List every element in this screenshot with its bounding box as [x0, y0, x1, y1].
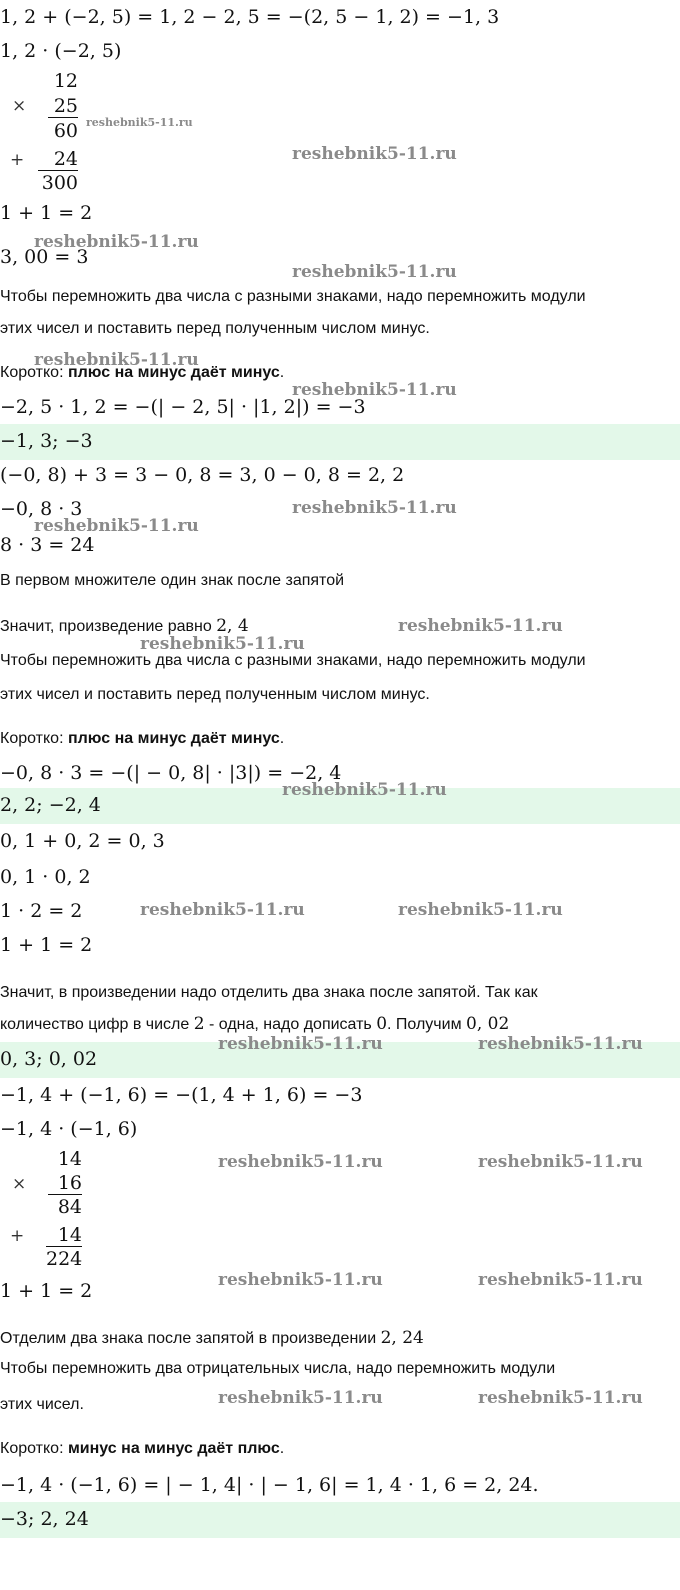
- period: .: [279, 730, 285, 747]
- times-sign: ×: [12, 96, 27, 116]
- equation-line: −0, 8 · 3 = −(| − 0, 8| · |3|) = −2, 4: [0, 762, 342, 784]
- watermark: reshebnik5-11.ru: [292, 380, 457, 400]
- equation-line: 3, 00 = 3: [0, 246, 89, 268]
- note-value: 2, 4: [216, 616, 249, 636]
- note-value: 0, 02: [466, 1014, 510, 1034]
- period: .: [279, 1440, 285, 1457]
- watermark: reshebnik5-11.ru: [218, 1152, 383, 1172]
- partial-product: 14: [46, 1224, 82, 1247]
- plus-sign: +: [10, 150, 25, 170]
- equation-line: 8 · 3 = 24: [0, 534, 95, 556]
- equation-line: −1, 4 + (−1, 6) = −(1, 4 + 1, 6) = −3: [0, 1084, 363, 1106]
- equation-line: 0, 1 + 0, 2 = 0, 3: [0, 830, 165, 852]
- short-label: Коротко:: [0, 364, 68, 381]
- equation-line: 1 + 1 = 2: [0, 934, 93, 956]
- short-rule: [0, 1440, 284, 1458]
- note-prefix: Значит, произведение равно: [0, 618, 217, 635]
- answer-text: 2, 2; −2, 4: [0, 794, 101, 816]
- note-part: - одна, надо дописать: [204, 1016, 377, 1033]
- plus-sign: +: [10, 1226, 25, 1246]
- watermark: reshebnik5-11.ru: [34, 232, 199, 252]
- rule-text: Чтобы перемножить два числа с разными знаками, надо перемножить модули: [0, 652, 586, 669]
- answer-text: −1, 3; −3: [0, 430, 93, 452]
- product-result: 300: [41, 172, 78, 194]
- note-text: В первом множителе один знак после запятой: [0, 572, 345, 589]
- watermark: reshebnik5-11.ru: [218, 1034, 383, 1054]
- watermark: reshebnik5-11.ru: [34, 350, 199, 370]
- equation-line: 1, 2 + (−2, 5) = 1, 2 − 2, 5 = −(2, 5 − 1, 2) = −1, 3: [0, 6, 500, 28]
- watermark: reshebnik5-11.ru: [34, 516, 199, 536]
- equation-line: −1, 4 · (−1, 6): [0, 1118, 138, 1140]
- answer-text: −3; 2, 24: [0, 1508, 89, 1530]
- note-text: [0, 1328, 424, 1348]
- short-rule-bold: плюс на минус даёт минус: [67, 730, 280, 747]
- watermark: reshebnik5-11.ru: [282, 780, 447, 800]
- watermark: reshebnik5-11.ru: [292, 262, 457, 282]
- rule-text: Чтобы перемножить два отрицательных числа, надо перемножить модули: [0, 1360, 556, 1377]
- rule-text: этих чисел.: [0, 1396, 84, 1413]
- rule-text: этих чисел и поставить перед полученным числом минус.: [0, 320, 430, 337]
- watermark: reshebnik5-11.ru: [478, 1388, 643, 1408]
- times-sign: ×: [12, 1174, 27, 1194]
- watermark: reshebnik5-11.ru: [292, 498, 457, 518]
- partial-product: 24: [38, 148, 78, 171]
- watermark: reshebnik5-11.ru: [478, 1034, 643, 1054]
- note-text: [0, 1014, 509, 1034]
- short-label: Коротко:: [0, 1440, 68, 1457]
- note-value: 0: [376, 1014, 388, 1034]
- watermark: reshebnik5-11.ru: [478, 1270, 643, 1290]
- equation-line: 1, 2 · (−2, 5): [0, 40, 122, 62]
- note-text: [0, 616, 249, 636]
- multiplier: 16: [48, 1172, 82, 1195]
- watermark: reshebnik5-11.ru: [292, 144, 457, 164]
- equation-line: (−0, 8) + 3 = 3 − 0, 8 = 3, 0 − 0, 8 = 2, 2: [0, 464, 405, 486]
- short-rule-bold: плюс на минус даёт минус: [67, 364, 280, 381]
- note-part: Отделим два знака после запятой в произведении: [0, 1330, 381, 1347]
- watermark: reshebnik5-11.ru: [478, 1152, 643, 1172]
- watermark: reshebnik5-11.ru: [398, 616, 563, 636]
- note-part: . Получим: [387, 1016, 467, 1033]
- note-text: Значит, в произведении надо отделить два знака после запятой. Так как: [0, 984, 538, 1001]
- product-result: 224: [46, 1248, 83, 1270]
- equation-line: 1 + 1 = 2: [0, 1280, 93, 1302]
- multiplicand: 14: [57, 1148, 82, 1170]
- watermark: reshebnik5-11.ru: [218, 1270, 383, 1290]
- watermark: reshebnik5-11.ru: [86, 116, 193, 129]
- period: .: [279, 364, 285, 381]
- short-rule-bold: минус на минус даёт плюс: [67, 1440, 280, 1457]
- equation-line: −1, 4 · (−1, 6) = | − 1, 4| · | − 1, 6| = 1, 4 · 1, 6 = 2, 24.: [0, 1474, 539, 1496]
- watermark: reshebnik5-11.ru: [140, 900, 305, 920]
- answer-row: [0, 1502, 680, 1538]
- multiplier: 25: [48, 95, 78, 118]
- equation-line: 0, 1 · 0, 2: [0, 866, 91, 888]
- note-part: количество цифр в числе: [0, 1016, 194, 1033]
- rule-text: этих чисел и поставить перед полученным числом минус.: [0, 686, 430, 703]
- answer-row: [0, 424, 680, 460]
- equation-line: −0, 8 · 3: [0, 498, 83, 520]
- short-rule: [0, 730, 284, 748]
- watermark: reshebnik5-11.ru: [398, 900, 563, 920]
- answer-text: 0, 3; 0, 02: [0, 1048, 98, 1070]
- equation-line: 1 + 1 = 2: [0, 202, 93, 224]
- equation-line: −2, 5 · 1, 2 = −(| − 2, 5| · |1, 2|) = −3: [0, 396, 366, 418]
- equation-line: 1 · 2 = 2: [0, 900, 83, 922]
- partial-product: 60: [53, 120, 78, 142]
- partial-product: 84: [57, 1196, 82, 1218]
- watermark: reshebnik5-11.ru: [218, 1388, 383, 1408]
- watermark: reshebnik5-11.ru: [140, 634, 305, 654]
- note-value: 2: [193, 1014, 205, 1034]
- multiplicand: 12: [53, 70, 78, 92]
- short-label: Коротко:: [0, 730, 68, 747]
- note-value: 2, 24: [380, 1328, 424, 1348]
- rule-text: Чтобы перемножить два числа с разными знаками, надо перемножить модули: [0, 288, 586, 305]
